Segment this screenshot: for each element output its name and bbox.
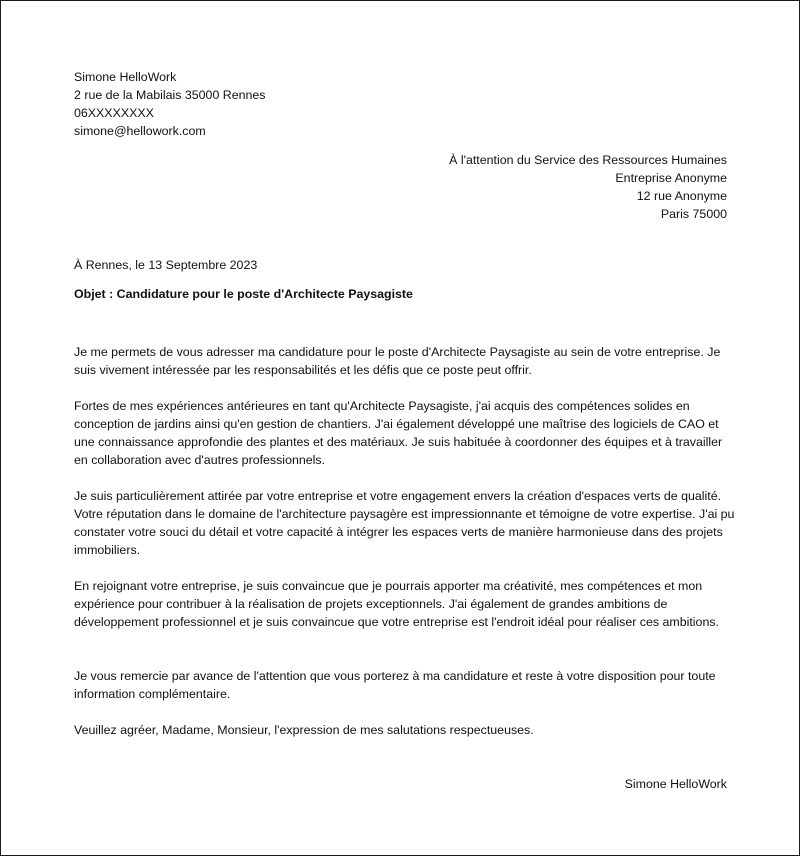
body-paragraph-thanks: Je vous remercie par avance de l'attention que vous porterez à ma candidature et reste à votre disposition pour toute information complémentaire. [74,669,716,701]
body-paragraph-contribution: En rejoignant votre entreprise, je suis convaincue que je pourrais apporter ma créativité, mes compétences et mon expérience pour contribuer à la réalisation de projets exceptionnels. J'ai également de grandes ambitions de développement professionnel et je suis convaincue que votre entreprise est l'endroit idéal pour réaliser ces ambitions. [74,579,719,629]
sender-address: 2 rue de la Mabilais 35000 Rennes [74,88,266,102]
body-paragraph-experience: Fortes de mes expériences antérieures en tant qu'Architecte Paysagiste, j'ai acquis des compétences solides en conception de jardins ainsi qu'en gestion de chantiers. J'ai également développé une maîtrise des logiciels de CAO et une connaissance approfondie des plantes et des matériaux. Je suis habituée à coordonner des équipes et à travailler en collaboration avec d'autres professionnels. [74,399,723,467]
sender-name: Simone HelloWork [74,70,177,84]
body-paragraph-motivation: Je suis particulièrement attirée par votre entreprise et votre engagement envers la création d'espaces verts de qualité. Votre réputation dans le domaine de l'architecture paysagère est impressionnante et témoigne de votre expertise. J'ai pu constater votre souci du détail et votre capacité à intégrer les espaces verts de manière harmonieuse dans des projets immobiliers. [74,489,735,557]
recipient-city: Paris 75000 [660,207,727,221]
signature: Simone HelloWork [624,777,727,791]
date-line: À Rennes, le 13 Septembre 2023 [74,258,258,272]
body-paragraph-introduction: Je me permets de vous adresser ma candidature pour le poste d'Architecte Paysagiste au sein de votre entreprise. Je suis vivement intéressée par les responsabilités et les défis que ce poste peut offrir. [74,345,721,377]
body-paragraph-closing: Veuillez agréer, Madame, Monsieur, l'expression de mes salutations respectueuses. [74,723,534,737]
recipient-attention: À l'attention du Service des Ressources Humaines [449,153,727,167]
sender-block [74,68,266,140]
sender-email: simone@hellowork.com [74,124,206,138]
sender-phone: 06XXXXXXXX [74,106,154,120]
recipient-street: 12 rue Anonyme [636,189,727,203]
subject-line: Objet : Candidature pour le poste d'Architecte Paysagiste [74,287,413,301]
recipient-company: Entreprise Anonyme [615,171,727,185]
recipient-block [449,151,727,223]
